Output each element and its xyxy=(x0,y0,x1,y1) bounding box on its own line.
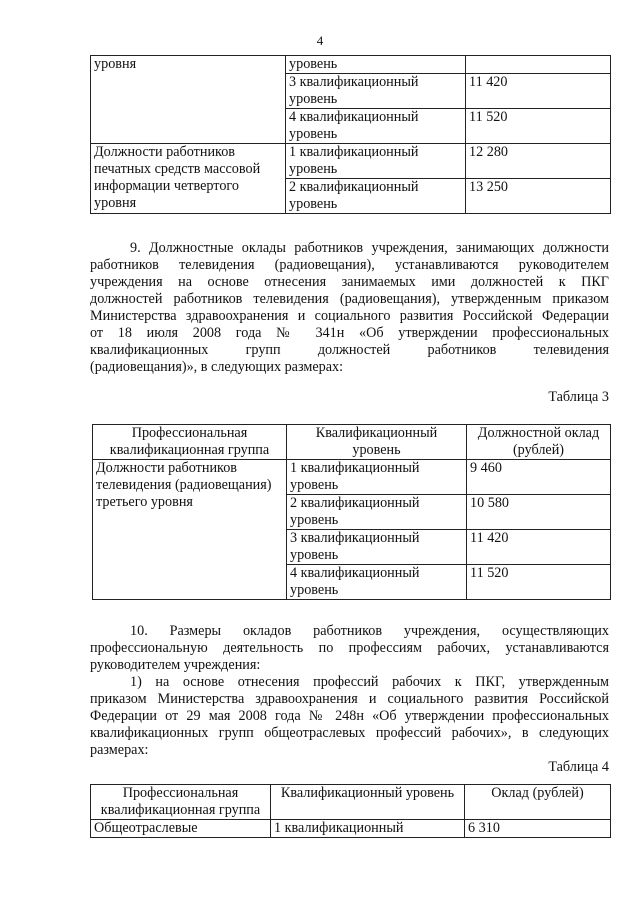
level-cell: 2 квалификационный уровень xyxy=(286,179,466,214)
salary-cell: 11 520 xyxy=(467,565,611,600)
salary-cell: 6 310 xyxy=(465,820,611,838)
paragraph-line: учреждения на основе отнесения занимаемых ими должностей к ПКГ xyxy=(90,274,609,290)
paragraph-line: должностей работников телевидения (радиовещания), утвержденным приказом xyxy=(90,291,609,307)
paragraph-line: размерах: xyxy=(90,742,149,758)
salary-cell: 9 460 xyxy=(467,460,611,495)
group-cell: Должности работников печатных средств массовой информации четвертого уровня xyxy=(91,144,286,214)
paragraph-line: приказом Министерства здравоохранения и социального развития Российской xyxy=(90,691,609,707)
table-3 xyxy=(92,424,611,600)
table-row xyxy=(93,460,611,495)
level-cell: 1 квалификационный xyxy=(271,820,465,838)
paragraph-line: 10. Размеры окладов работников учреждения, осуществляющих xyxy=(130,623,609,639)
paragraph-line: работников телевидения (радиовещания), устанавливаются руководителем xyxy=(90,257,609,273)
paragraph-line: профессиональную деятельность по профессиям рабочих, устанавливаются xyxy=(90,640,609,656)
level-cell: 3 квалификационный уровень xyxy=(286,74,466,109)
table-header-row xyxy=(93,425,611,460)
level-cell: 1 квалификационный уровень xyxy=(287,460,467,495)
level-cell: 1 квалификационный уровень xyxy=(286,144,466,179)
table-row xyxy=(91,56,611,74)
paragraph-line: 9. Должностные оклады работников учреждения, занимающих должности xyxy=(130,240,609,256)
salary-cell: 10 580 xyxy=(467,495,611,530)
header-salary: Должностной оклад (рублей) xyxy=(467,425,611,460)
paragraph-line: (радиовещания)», в следующих размерах: xyxy=(90,359,344,375)
level-cell: 3 квалификационный уровень xyxy=(287,530,467,565)
table-row xyxy=(91,820,611,838)
paragraph-10 xyxy=(90,623,609,674)
paragraph-9 xyxy=(90,240,609,376)
salary-cell: 12 280 xyxy=(466,144,611,179)
paragraph-line: руководителем учреждения: xyxy=(90,657,261,673)
level-cell: уровень xyxy=(286,56,466,74)
salary-cell: 11 420 xyxy=(467,530,611,565)
salary-cell: 11 420 xyxy=(466,74,611,109)
table4-caption: Таблица 4 xyxy=(548,759,609,775)
paragraph-line: квалификационных групп должностей работников телевидения xyxy=(90,342,609,358)
header-salary: Оклад (рублей) xyxy=(465,785,611,820)
paragraph-line: 1) на основе отнесения профессий рабочих к ПКГ, утвержденным xyxy=(130,674,609,690)
table-top xyxy=(90,55,611,214)
paragraph-line: Министерства здравоохранения и социального развития Российской Федерации xyxy=(90,308,609,324)
table3-caption: Таблица 3 xyxy=(548,389,609,405)
level-cell: 4 квалификационный уровень xyxy=(286,109,466,144)
table-header-row xyxy=(91,785,611,820)
salary-cell: 13 250 xyxy=(466,179,611,214)
paragraph-line: Федерации от 29 мая 2008 года № 248н «Об утверждении профессиональных xyxy=(90,708,609,724)
level-cell: 2 квалификационный уровень xyxy=(287,495,467,530)
header-group: Профессиональная квалификационная группа xyxy=(93,425,287,460)
paragraph-10-1 xyxy=(90,674,609,759)
page-number: 4 xyxy=(316,33,324,48)
header-level: Квалификационный уровень xyxy=(271,785,465,820)
header-level: Квалификационный уровень xyxy=(287,425,467,460)
paragraph-line: от 18 июля 2008 года № 341н «Об утверждении профессиональных xyxy=(90,325,609,341)
header-group: Профессиональная квалификационная группа xyxy=(91,785,271,820)
level-cell: 4 квалификационный уровень xyxy=(287,565,467,600)
salary-cell: 11 520 xyxy=(466,109,611,144)
table-row xyxy=(91,144,611,179)
salary-cell xyxy=(466,56,611,74)
table-4 xyxy=(90,784,611,838)
group-cell: Должности работников телевидения (радиовещания) третьего уровня xyxy=(93,460,287,600)
group-cell: Общеотраслевые xyxy=(91,820,271,838)
group-cell: уровня xyxy=(91,56,286,144)
paragraph-line: квалификационных групп общеотраслевых профессий рабочих», в следующих xyxy=(90,725,609,741)
